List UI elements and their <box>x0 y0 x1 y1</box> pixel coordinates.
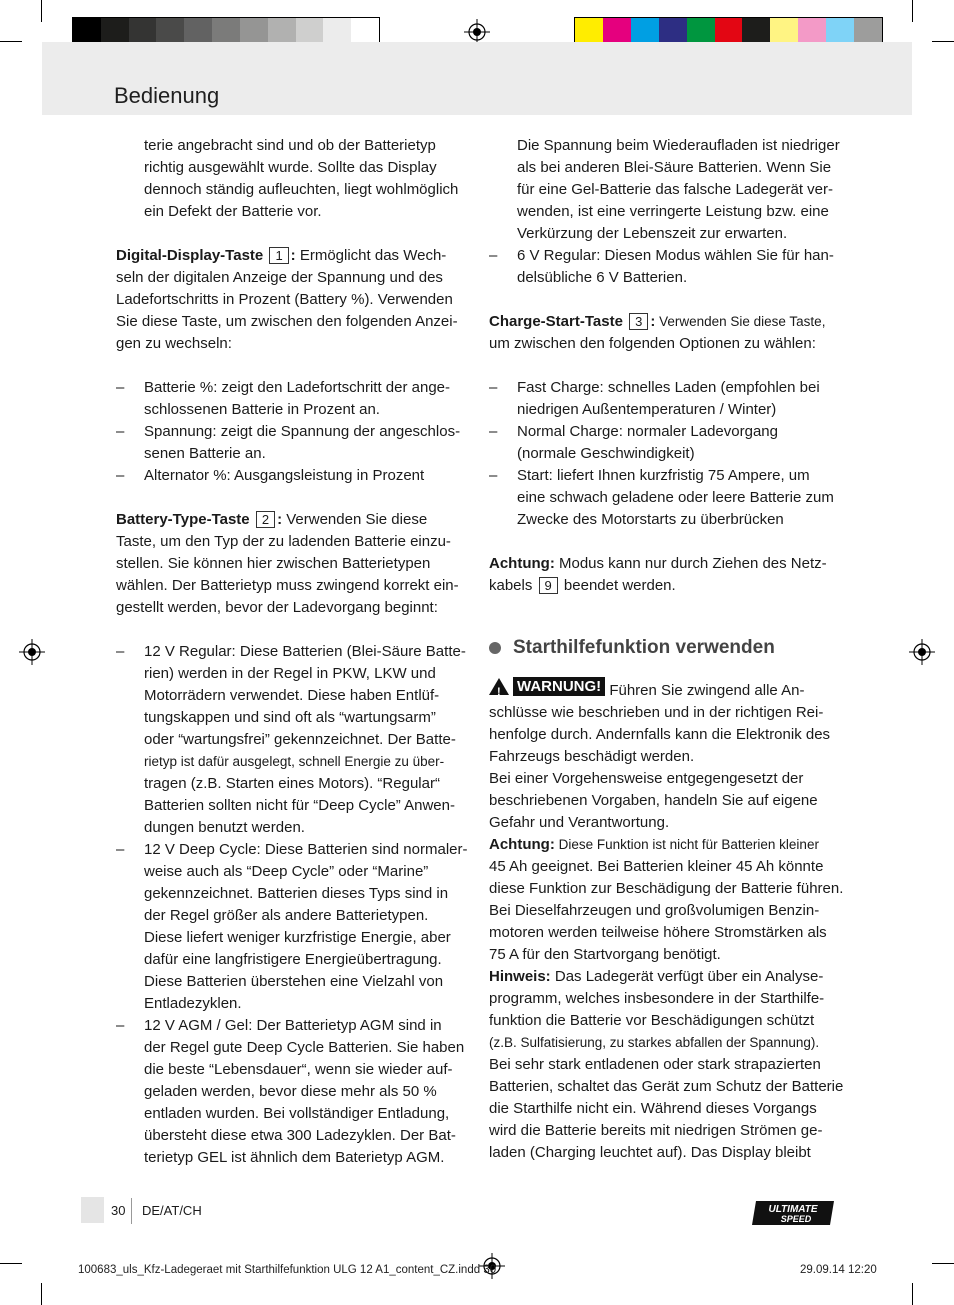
crop-mark <box>932 41 954 42</box>
hinweis-note <box>489 966 844 1164</box>
text-line: Gefahr und Verantwortung. <box>489 814 670 831</box>
color-swatch <box>212 18 240 45</box>
text-line: schlüsse wie beschrieben und in der richtigen Rei- <box>489 704 824 721</box>
color-swatch <box>268 18 296 45</box>
color-swatch <box>575 18 603 45</box>
color-swatch <box>73 18 101 45</box>
charge-start-paragraph <box>489 311 844 355</box>
text-line: diese Funktion zur Beschädigung der Batterie führen. <box>489 880 844 897</box>
text-line: – 6 V Regular: Diesen Modus wählen Sie für han- <box>517 247 834 264</box>
battery-type-label: Battery-Type-Taste <box>116 511 250 528</box>
text-line: dafür eine langfristigere Energieübertragung. <box>144 951 442 968</box>
text-line: Diese Batterien überstehen eine Vielzahl von <box>144 973 444 990</box>
text-line: richtig ausgewählt wurde. Sollte das Display <box>144 159 437 176</box>
color-swatch <box>184 18 212 45</box>
text-line: tungskappen und sind oft als “wartungsarm” <box>144 709 436 726</box>
color-swatch <box>770 18 798 45</box>
text-line: um zwischen den folgenden Optionen zu wählen: <box>489 335 816 352</box>
section-heading <box>489 637 844 659</box>
text-line: der Regel größer als andere Batterietypen. <box>144 907 429 924</box>
text-line: eine schwach geladene oder leere Batterie zum <box>517 489 834 506</box>
text-run: Diese Funktion ist nicht für Batterien kleiner <box>554 837 819 852</box>
text-line: ein Defekt der Batterie vor. <box>144 203 322 220</box>
color-swatch <box>296 18 324 45</box>
text-line: niedrigen Außentemperaturen / Winter) <box>517 401 777 418</box>
text-line: 45 Ah geeignet. Bei Batterien kleiner 45 Ah könnte <box>489 858 824 875</box>
color-swatch <box>715 18 743 45</box>
text-line: beschriebenen Vorgaben, handeln Sie auf eigene <box>489 792 818 809</box>
text-line: Sie diese Taste, um zwischen den folgenden Anzei- <box>116 313 458 330</box>
text-line: Entladezyklen. <box>144 995 242 1012</box>
text-line: Motorrädern verwendet. Diese haben Entlüf- <box>144 687 440 704</box>
text-run: kabels <box>489 577 537 594</box>
region-code: DE/AT/CH <box>142 1203 202 1218</box>
crop-mark <box>0 1263 22 1264</box>
text-line: entladen wurden. Bei vollständiger Entladung, <box>144 1105 450 1122</box>
warning-triangle-icon <box>489 678 509 695</box>
logo-text-top: ULTIMATE <box>768 1204 818 1215</box>
color-swatch <box>156 18 184 45</box>
list-item <box>489 245 844 289</box>
text-line: motoren werden teilweise höhere Stromstärken als <box>489 924 827 941</box>
color-swatch <box>854 18 882 45</box>
digital-display-label: Digital-Display-Taste <box>116 247 264 264</box>
text-line: – Fast Charge: schnelles Laden (empfohlen bei <box>517 379 820 396</box>
color-swatch <box>323 18 351 45</box>
list-item <box>489 377 844 421</box>
color-swatch <box>798 18 826 45</box>
achtung-capacity-note <box>489 834 844 966</box>
color-swatch <box>351 18 379 45</box>
color-swatch <box>659 18 687 45</box>
text-line: Batterien sollten nicht für “Deep Cycle” Anwen- <box>144 797 455 814</box>
text-line: geladen werden, bevor diese mehr als 50 % <box>144 1083 437 1100</box>
digital-display-paragraph <box>116 245 468 355</box>
crop-mark <box>0 41 22 42</box>
text-line: Zwecke des Motorstarts zu überbrücken <box>517 511 784 528</box>
battery-type-list <box>116 641 468 1169</box>
list-item <box>116 421 468 465</box>
text-line: für eine Gel-Batterie das falsche Ladegerät ver- <box>517 181 834 198</box>
crop-mark <box>41 1283 42 1305</box>
text-line: senen Batterie an. <box>144 445 266 462</box>
list-item <box>116 465 468 487</box>
ref-box: 1 <box>269 247 288 264</box>
text-line: – Start: liefert Ihnen kurzfristig 75 Ampere, um <box>517 467 810 484</box>
colon: : <box>650 313 656 330</box>
text-line: wird die Batterie bereits mit niedrigen Strömen ge- <box>489 1122 823 1139</box>
text-line: gen zu wechseln: <box>116 335 232 352</box>
text-line: die beste “Lebensdauer“, wenn sie wieder auf- <box>144 1061 453 1078</box>
text-line: rietyp ist dafür ausgelegt, schnell Energie zu über- <box>144 754 445 769</box>
text-run: Das Ladegerät verfügt über ein Analyse- <box>550 968 824 985</box>
text-line: Ladefortschritts in Prozent (Battery %). Verwenden <box>116 291 453 308</box>
ultimate-speed-logo <box>752 1199 836 1227</box>
text-line: dennoch ständig aufleuchten, liegt wohlmöglich <box>144 181 459 198</box>
text-run: Modus kann nur durch Ziehen des Netz- <box>554 555 827 572</box>
text-line: henfolge durch. Andernfalls kann die Elektronik des <box>489 726 831 743</box>
text-line: wenden, ist eine verringerte Leistung bzw. eine <box>517 203 829 220</box>
text-line: – Spannung: zeigt die Spannung der angeschlos- <box>144 423 461 440</box>
text-line: weise auch als “Deep Cycle” oder “Marine” <box>144 863 429 880</box>
colon: : <box>290 247 296 264</box>
list-item <box>116 1015 468 1169</box>
color-swatch <box>603 18 631 45</box>
text-line: – Batterie %: zeigt den Ladefortschritt der ange- <box>144 379 451 396</box>
text-line: als bei anderen Blei-Säure Batterien. Wenn Sie <box>517 159 832 176</box>
text-line: programm, welches insbesondere in der Starthilfe- <box>489 990 825 1007</box>
text-line: Taste, um den Typ der zu ladenden Batterie einzu- <box>116 533 451 550</box>
text-line: funktion die Batterie vor Beschädigungen schützt <box>489 1012 815 1029</box>
text-line: gekennzeichnet. Batterien dieses Typs sind in <box>144 885 449 902</box>
footer-divider <box>131 1198 132 1224</box>
text-line: Bei einer Vorgehensweise entgegengesetzt der <box>489 770 804 787</box>
text-line: gestellt werden, bevor der Ladevorgang beginnt: <box>116 599 438 616</box>
text-line: 75 A für den Startvorgang benötigt. <box>489 946 721 963</box>
text-run: beendet werden. <box>559 577 676 594</box>
text-line: seln der digitalen Anzeige der Spannung und des <box>116 269 443 286</box>
text-line: übersteht diese etwa 300 Ladezyklen. Der Bat- <box>144 1127 456 1144</box>
color-swatch <box>826 18 854 45</box>
logo-text-bottom: SPEED <box>780 1214 812 1224</box>
text-line: – 12 V Regular: Diese Batterien (Blei-Säure Batte- <box>144 643 466 660</box>
achtung-label: Achtung: <box>489 836 555 853</box>
colon: : <box>277 511 283 528</box>
page-number-box <box>81 1197 104 1223</box>
gel-continuation <box>489 135 844 245</box>
display-mode-list <box>116 377 468 487</box>
text-line: Bei Dieselfahrzeugen und großvolumigen Benzin- <box>489 902 820 919</box>
date-slug: 29.09.14 12:20 <box>800 1264 877 1276</box>
list-item <box>116 839 468 1015</box>
crop-mark <box>912 0 913 22</box>
registration-mark-icon <box>909 639 935 665</box>
text-line: – 12 V AGM / Gel: Der Batterietyp AGM sind in <box>144 1017 442 1034</box>
color-swatch <box>129 18 157 45</box>
text-line: die Starthilfe nicht ein. Während dieses Vorgangs <box>489 1100 817 1117</box>
text-line: delsübliche 6 V Batterien. <box>517 269 688 286</box>
text-line: Die Spannung beim Wiederaufladen ist niedriger <box>517 137 840 154</box>
right-column <box>489 135 844 1164</box>
text-line: der Regel gute Deep Cycle Batterien. Sie haben <box>144 1039 465 1056</box>
list-item <box>489 421 844 465</box>
hinweis-label: Hinweis: <box>489 968 551 985</box>
list-item <box>116 377 468 421</box>
bullet-dot-icon <box>489 642 501 654</box>
crop-mark <box>912 1283 913 1305</box>
text-line: (normale Geschwindigkeit) <box>517 445 695 462</box>
section-heading-text: Starthilfefunktion verwenden <box>513 637 775 658</box>
achtung-label: Achtung: <box>489 555 555 572</box>
text-line: wählen. Der Batterietyp muss zwingend korrekt ein- <box>116 577 459 594</box>
text-run: Führen Sie zwingend alle An- <box>605 682 805 699</box>
ref-box: 2 <box>256 511 275 528</box>
ref-box: 9 <box>539 577 558 594</box>
color-swatch <box>742 18 770 45</box>
text-line: tragen (z.B. Starten eines Motors). “Regular“ <box>144 775 440 792</box>
text-line: Bei sehr stark entladenen oder stark strapazierten <box>489 1056 821 1073</box>
text-run: Verwenden Sie diese Taste, <box>655 314 826 329</box>
page-number: 30 <box>111 1203 126 1218</box>
text-run: Verwenden Sie diese <box>282 511 428 528</box>
battery-type-paragraph <box>116 509 468 619</box>
warning-label: WARNUNG! <box>513 677 605 696</box>
warning-paragraph <box>489 677 844 834</box>
text-run: Ermöglicht das Wech- <box>295 247 447 264</box>
color-swatch <box>631 18 659 45</box>
color-swatch <box>687 18 715 45</box>
text-line: schlossenen Batterie in Prozent an. <box>144 401 380 418</box>
text-line: rien) werden in der Regel in PKW, LKW und <box>144 665 436 682</box>
text-line: (z.B. Sulfatisierung, zu starkes abfallen der Spannung). <box>489 1035 820 1050</box>
file-slug: 100683_uls_Kfz-Ladegeraet mit Starthilfefunktion ULG 12 A1_content_CZ.indd 30 <box>78 1264 497 1276</box>
crop-mark <box>932 1263 954 1264</box>
charge-mode-list <box>489 377 844 531</box>
text-line: oder “wartungsfrei” gekennzeichnet. Der Batte- <box>144 731 456 748</box>
list-item <box>489 465 844 531</box>
text-line: dungen benutzt werden. <box>144 819 305 836</box>
text-line: – 12 V Deep Cycle: Diese Batterien sind normaler- <box>144 841 468 858</box>
text-line: – Normal Charge: normaler Ladevorgang <box>517 423 778 440</box>
text-line: terietyp GEL ist ähnlich dem Baterietyp AGM. <box>144 1149 445 1166</box>
text-line: terie angebracht sind und ob der Batterietyp <box>144 137 436 154</box>
text-line: stellen. Sie können hier zwischen Batterietypen <box>116 555 431 572</box>
charge-start-label: Charge-Start-Taste <box>489 313 623 330</box>
intro-paragraph <box>116 135 468 223</box>
text-line: Verkürzung der Lebenszeit zur erwarten. <box>517 225 788 242</box>
ref-box: 3 <box>629 313 648 330</box>
text-line: Batterien, schaltet das Gerät zum Schutz der Batterie <box>489 1078 844 1095</box>
text-line: – Alternator %: Ausgangsleistung in Prozent <box>144 467 425 484</box>
left-column <box>116 135 468 1169</box>
color-swatch <box>101 18 129 45</box>
registration-mark-icon <box>19 639 45 665</box>
achtung-mode-note <box>489 553 844 597</box>
text-line: Diese liefert weniger kurzfristige Energie, aber <box>144 929 451 946</box>
list-item <box>116 641 468 839</box>
color-swatch <box>240 18 268 45</box>
text-line: Fahrzeugs beschädigt werden. <box>489 748 695 765</box>
text-line: laden (Charging leuchtet auf). Das Display bleibt <box>489 1144 811 1161</box>
crop-mark <box>41 0 42 22</box>
page-title: Bedienung <box>114 83 220 108</box>
